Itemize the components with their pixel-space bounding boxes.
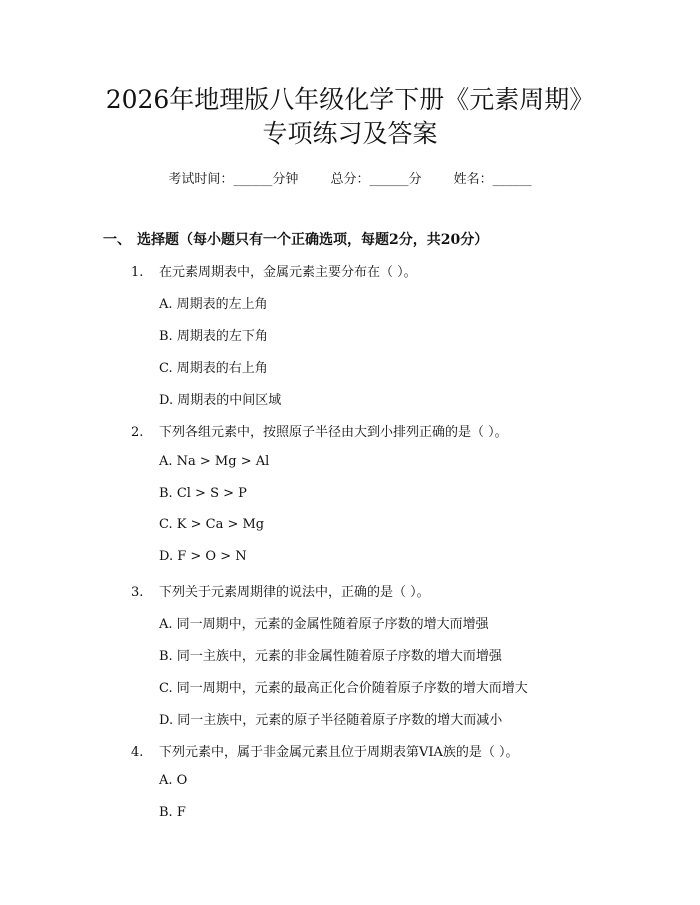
- question-2-option-a: A. Na > Mg > Al: [159, 454, 270, 469]
- exam-info-row: [0, 168, 700, 187]
- question-2-option-d: D. F > O > N: [159, 549, 247, 564]
- question-3-option-a: A. 同一周期中，元素的金属性随着原子序数的增大而增强: [159, 617, 489, 632]
- section-heading: [103, 229, 488, 249]
- question-3: [131, 581, 430, 600]
- student-name-field: 姓名：______: [453, 172, 532, 187]
- section-number: 一、: [103, 232, 131, 248]
- question-text: 下列各组元素中，按照原子半径由大到小排列正确的是（ ）。: [159, 425, 508, 440]
- question-3-option-c: C. 同一周期中，元素的最高正化合价随着原子序数的增大而增大: [159, 681, 528, 696]
- question-1-option-c: C. 周期表的右上角: [159, 361, 268, 376]
- question-4-option-a: A. O: [159, 773, 188, 788]
- question-text: 下列元素中，属于非金属元素且位于周期表第VIA族的是（ ）。: [159, 745, 519, 760]
- question-number: 3.: [131, 585, 144, 600]
- question-number: 4.: [131, 745, 144, 760]
- question-number: 2.: [131, 425, 144, 440]
- page-subtitle: 专项练习及答案: [262, 119, 438, 148]
- question-1-option-a: A. 周期表的左上角: [159, 297, 268, 312]
- question-1-option-d: D. 周期表的中间区域: [159, 393, 282, 408]
- question-2-option-b: B. Cl > S > P: [159, 486, 247, 501]
- page-title: 2026年地理版八年级化学下册《元素周期》: [105, 85, 595, 114]
- question-text: 下列关于元素周期律的说法中，正确的是（ ）。: [159, 585, 430, 600]
- question-4: [131, 741, 519, 760]
- question-4-option-b: B. F: [159, 805, 186, 820]
- question-text: 在元素周期表中，金属元素主要分布在（ ）。: [159, 265, 417, 280]
- question-number: 1.: [131, 265, 144, 280]
- exam-time-field: 考试时间：______分钟: [168, 172, 299, 187]
- question-1-option-b: B. 周期表的左下角: [159, 329, 268, 344]
- question-3-option-b: B. 同一主族中，元素的非金属性随着原子序数的增大而增强: [159, 649, 502, 664]
- total-score-field: 总分：______分: [330, 172, 422, 187]
- question-2-option-c: C. K > Ca > Mg: [159, 517, 265, 532]
- question-2: [131, 421, 508, 440]
- question-1: [131, 261, 417, 280]
- question-3-option-d: D. 同一主族中，元素的原子半径随着原子序数的增大而减小: [159, 713, 503, 728]
- section-title: 选择题（每小题只有一个正确选项，每题2分，共20分）: [137, 232, 489, 248]
